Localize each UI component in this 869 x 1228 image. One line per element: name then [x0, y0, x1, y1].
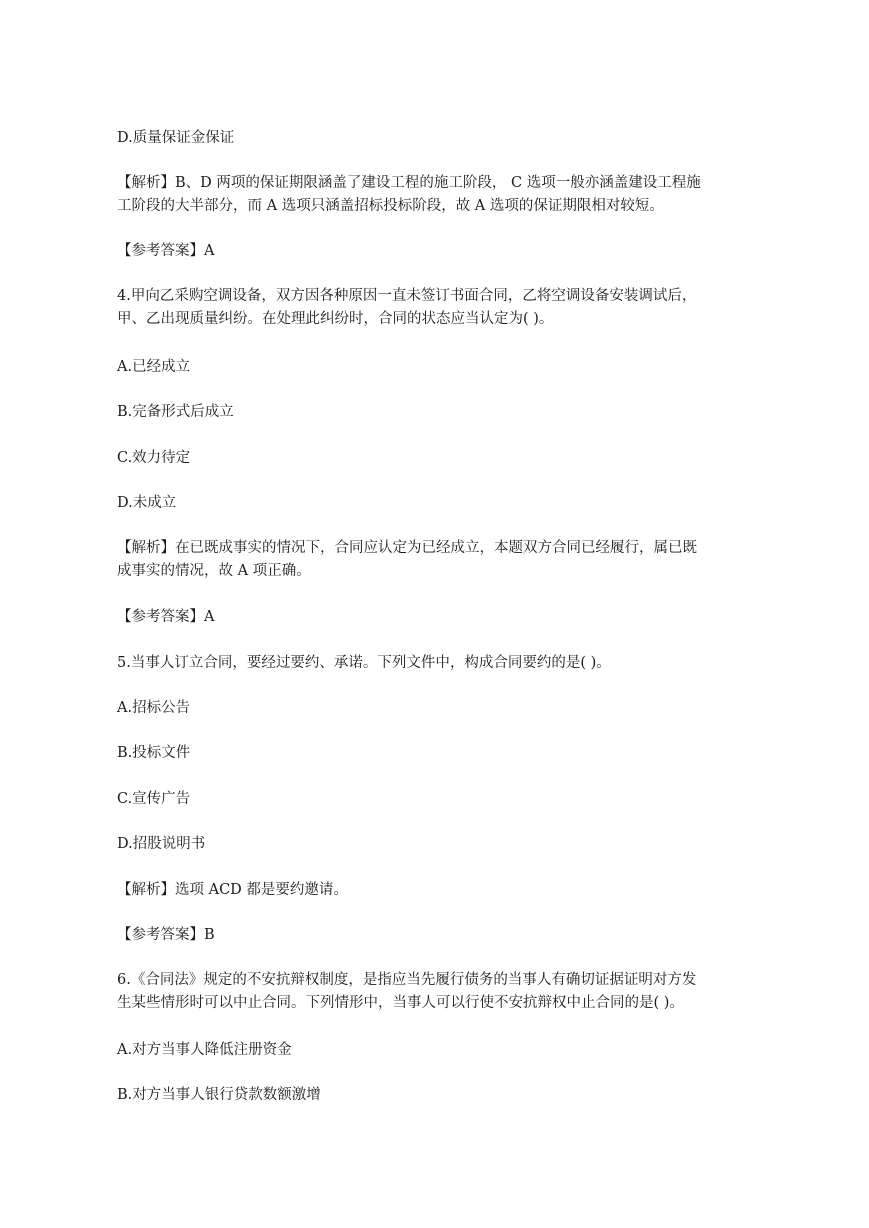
q4-option-b: B.完备形式后成立	[117, 404, 234, 420]
q6-question-line2: 生某些情形时可以中止合同。下列情形中，当事人可以行使不安抗辩权中止合同的是( )。	[117, 994, 684, 1011]
q4-question-line2: 甲、乙出现质量纠纷。在处理此纠纷时，合同的状态应当认定为( )。	[117, 310, 554, 327]
q6-option-a: A.对方当事人降低注册资金	[117, 1042, 292, 1058]
q4-analysis-line1: 【解析】在已既成事实的情况下，合同应认定为已经成立，本题双方合同已经履行，属已既	[117, 540, 697, 556]
q3-analysis-line2: 工阶段的大半部分，而 A 选项只涵盖招标投标阶段，故 A 选项的保证期限相对较短。	[117, 197, 664, 214]
q4-answer: 【参考答案】A	[117, 609, 215, 625]
q5-analysis: 【解析】选项 ACD 都是要约邀请。	[117, 882, 348, 898]
q4-question-line1: 4.甲向乙采购空调设备，双方因各种原因一直未签订书面合同，乙将空调设备安装调试后，	[117, 288, 697, 304]
q5-option-b: B.投标文件	[117, 745, 191, 761]
q3-analysis	[117, 172, 742, 217]
q5-question: 5.当事人订立合同，要经过要约、承诺。下列文件中，构成合同要约的是( )。	[117, 655, 611, 671]
q6-question-line1: 6.《合同法》规定的不安抗辩权制度，是指应当先履行债务的当事人有确切证据证明对方发	[117, 972, 697, 988]
q6-option-b: B.对方当事人银行贷款数额激增	[117, 1087, 321, 1103]
q4-option-a: A.已经成立	[117, 359, 191, 375]
q4-analysis-line2: 成事实的情况，故 A 项正确。	[117, 562, 311, 579]
q3-option-d: D.质量保证金保证	[117, 130, 235, 146]
q5-option-c: C.宣传广告	[117, 791, 191, 807]
q6-question	[117, 969, 742, 1014]
q4-analysis	[117, 537, 742, 582]
q4-option-d: D.未成立	[117, 495, 177, 511]
q4-question	[117, 285, 742, 330]
q5-option-a: A.招标公告	[117, 700, 191, 716]
q4-option-c: C.效力待定	[117, 450, 191, 466]
q3-analysis-line1: 【解析】B、D 两项的保证期限涵盖了建设工程的施工阶段， C 选项一般亦涵盖建设工程施	[117, 175, 701, 191]
q5-option-d: D.招股说明书	[117, 836, 206, 852]
q5-answer: 【参考答案】B	[117, 927, 215, 943]
q3-answer: 【参考答案】A	[117, 243, 215, 259]
